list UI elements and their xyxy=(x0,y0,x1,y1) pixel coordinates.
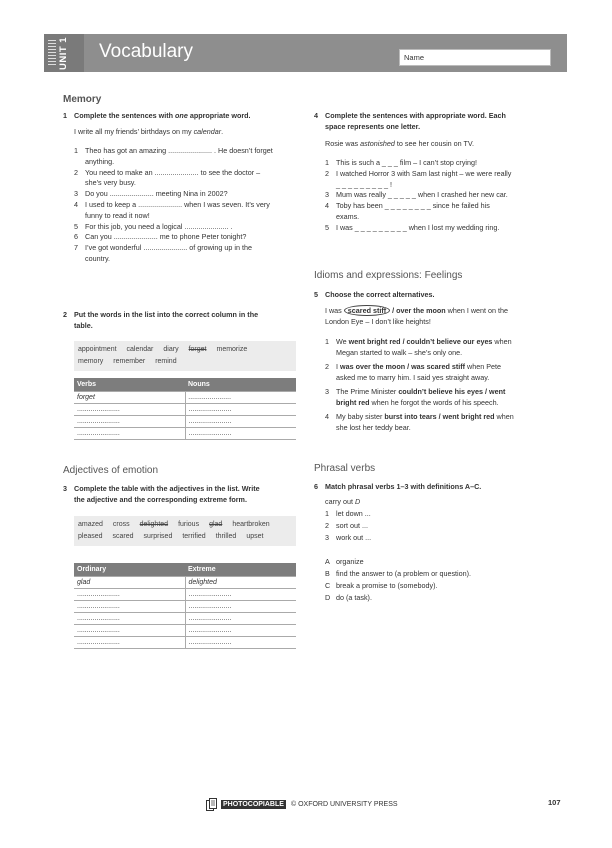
q5-item-number: 3 xyxy=(325,387,329,396)
q3-row xyxy=(74,624,296,636)
q5-item-pre: We xyxy=(336,337,349,346)
q6-definition-text: organize xyxy=(336,557,364,566)
q5-item-pre: The Prime Minister xyxy=(336,387,399,396)
q1-item-text xyxy=(85,222,232,233)
q1-item-text xyxy=(85,243,252,265)
q2-text: Put the words in the list into the correct column in the table. xyxy=(74,310,259,330)
q3-cell: ...................... xyxy=(74,624,185,636)
q4-item-line1: This is such a _ _ _ film – I can’t stop crying! xyxy=(336,158,478,167)
q5-text: Choose the correct alternatives. xyxy=(325,290,435,299)
q1-item-number: 4 xyxy=(74,200,78,209)
q3-cell: glad xyxy=(74,576,185,588)
q1-number: 1 xyxy=(63,111,67,120)
q3-row xyxy=(74,612,296,624)
q3-cell: ...................... xyxy=(74,600,185,612)
q1-item-line1: Theo has got an amazing ...................... . He doesn’t forget xyxy=(85,146,273,155)
q2-cell: ...................... xyxy=(74,427,185,439)
q3-row xyxy=(74,636,296,648)
word-list-item: calendar xyxy=(126,346,154,353)
word-list-item: appointment xyxy=(78,346,117,353)
q2-header: Nouns xyxy=(185,378,296,391)
q5-item-text xyxy=(336,412,514,434)
q1-item-line2: country. xyxy=(85,253,111,263)
q6-number: 6 xyxy=(314,482,318,491)
q4-item-number: 3 xyxy=(325,190,329,200)
q5-item-number: 4 xyxy=(325,412,329,421)
q1-item-text xyxy=(85,189,228,200)
q3-row xyxy=(74,576,296,588)
word-list-item: upset xyxy=(246,533,264,540)
q5-item-alternatives-2: bright red xyxy=(336,397,370,407)
memory-heading: Memory xyxy=(63,94,102,105)
q4-item-line1: I watched Horror 3 with Sam last night – we were really xyxy=(336,168,512,178)
word-list-item: remind xyxy=(155,358,177,365)
q4-item-line2: _ _ _ _ _ _ _ _ _ ! xyxy=(336,179,392,189)
q3-header: Extreme xyxy=(185,563,296,576)
q1-item-number: 7 xyxy=(74,243,78,253)
q4-item-number: 2 xyxy=(325,168,329,178)
word-list-item: surprised xyxy=(143,533,173,540)
q1-item-line1: Can you ...................... me to phone Peter tonight? xyxy=(85,232,247,242)
q5-example: I was scared stiff / over the moon when I went on the London Eye – I don’t like heights! xyxy=(325,306,508,326)
q3-cell: ...................... xyxy=(185,600,296,612)
q5-item-line2-post: when he forgot the words of his speech. xyxy=(369,397,499,407)
q5-item-line2: asked me to marry him. I said yes straight away. xyxy=(336,372,490,382)
q5-item-pre: I xyxy=(336,362,340,371)
word-list-item: glad xyxy=(209,521,223,528)
word-list-item: delighted xyxy=(139,521,169,528)
q5-item-post: when Pete xyxy=(465,362,501,371)
word-list-item: amazed xyxy=(78,521,103,528)
unit-label: UNIT 1 xyxy=(58,36,69,70)
q5-item-alternatives: burst into tears / went bright red xyxy=(384,412,495,421)
page-number: 107 xyxy=(548,798,561,807)
word-list-item: scared xyxy=(112,533,134,540)
q6-definition-text: find the answer to (a problem or question). xyxy=(336,569,472,578)
q2-row xyxy=(74,415,296,427)
q2-cell: ...................... xyxy=(185,403,296,415)
publisher-credit: © OXFORD UNIVERSITY PRESS xyxy=(291,801,398,808)
q4-item-text xyxy=(336,223,499,234)
q3-number: 3 xyxy=(63,484,67,493)
q1-item-line2: anything. xyxy=(85,156,115,166)
q2-cell: ...................... xyxy=(74,403,185,415)
q2-cell: ...................... xyxy=(74,415,185,427)
q5-item-text xyxy=(336,337,512,359)
q5-item-text xyxy=(336,362,501,384)
idioms-heading: Idioms and expressions: Feelings xyxy=(314,270,463,281)
q6-text: Match phrasal verbs 1–3 with definitions A–C. xyxy=(325,482,482,491)
q5-item-alternatives: went bright red / couldn’t believe our eyes xyxy=(348,337,493,346)
q2-table xyxy=(74,378,296,440)
q3-header: Ordinary xyxy=(74,563,185,576)
q4-item-line1: Mum was really _ _ _ _ _ when I crashed her new car. xyxy=(336,190,508,200)
q6-verb-text: let down ... xyxy=(336,509,371,518)
q1-item-text xyxy=(85,232,246,243)
q1-item-line1: I’ve got wonderful ...................... of growing up in the xyxy=(85,243,252,253)
q5-item-alternatives: couldn’t believe his eyes / went xyxy=(398,387,506,396)
q2-word-list xyxy=(74,341,296,371)
q1-item-number: 5 xyxy=(74,221,78,231)
q2-cell: forget xyxy=(74,391,185,403)
q4-item-number: 5 xyxy=(325,222,329,232)
q2-number: 2 xyxy=(63,310,67,319)
q3-cell: ...................... xyxy=(185,588,296,600)
q3-cell: delighted xyxy=(185,576,296,588)
q5-item-number: 1 xyxy=(325,337,329,346)
adjectives-heading: Adjectives of emotion xyxy=(63,465,159,476)
word-list-item: diary xyxy=(163,346,179,353)
word-list-item: thrilled xyxy=(215,533,237,540)
q6-definition-letter: C xyxy=(325,581,331,590)
circled-answer: scared stiff xyxy=(344,305,390,316)
q6-verb-number: 3 xyxy=(325,533,329,542)
q5-item-line2: she lost her teddy bear. xyxy=(336,422,411,432)
q5-item-post: when xyxy=(494,412,514,421)
word-list-item: terrified xyxy=(182,533,206,540)
q2-cell: ...................... xyxy=(185,415,296,427)
q4-item-text xyxy=(336,169,511,191)
word-list-item: cross xyxy=(112,521,130,528)
q3-cell: ...................... xyxy=(74,612,185,624)
q6-example: carry out D xyxy=(325,497,361,506)
q1-item-line2: funny to read it now! xyxy=(85,210,150,220)
q6-verb-text: work out ... xyxy=(336,533,372,542)
word-list-item: memory xyxy=(78,358,104,365)
page-title: Vocabulary xyxy=(99,41,194,62)
word-list-item: memorize xyxy=(216,346,248,353)
q1-item-line1: For this job, you need a logical ...................... . xyxy=(85,221,233,231)
q1-item-line1: I used to keep a ...................... when I was seven. It’s very xyxy=(85,200,270,209)
q5-number: 5 xyxy=(314,290,318,299)
word-list-item: remember xyxy=(113,358,146,365)
q2-header: Verbs xyxy=(74,378,185,391)
photocopy-icon xyxy=(206,798,217,811)
q1-item-line1: Do you ...................... meeting Nina in 2002? xyxy=(85,189,228,199)
word-list-item: forget xyxy=(188,346,207,353)
q4-example: Rosie was astonished to see her cousin on TV. xyxy=(325,139,475,148)
q3-cell: ...................... xyxy=(74,588,185,600)
q6-definition-letter: B xyxy=(325,569,330,578)
q4-item-line2: exams. xyxy=(336,211,360,221)
q4-item-text xyxy=(336,201,490,223)
q5-item-pre: My baby sister xyxy=(336,412,385,421)
q1-item-line1: You need to make an ...................... to see the doctor – xyxy=(85,167,261,177)
q4-item-text xyxy=(336,158,477,169)
q1-item-text xyxy=(85,168,260,190)
q1-item-text xyxy=(85,146,273,168)
word-list-item: pleased xyxy=(78,533,103,540)
q6-definition-letter: A xyxy=(325,557,330,566)
q1-item-number: 2 xyxy=(74,167,78,177)
q2-cell: ...................... xyxy=(185,427,296,439)
q1-item-number: 6 xyxy=(74,232,78,242)
q3-cell: ...................... xyxy=(185,612,296,624)
q1-text: Complete the sentences with one appropriate word. xyxy=(74,111,251,120)
q3-word-list xyxy=(74,516,296,546)
q5-item-line2: Megan started to walk – she’s only one. xyxy=(336,347,463,357)
name-field[interactable] xyxy=(399,49,551,66)
q6-verb-number: 2 xyxy=(325,521,329,530)
q4-number: 4 xyxy=(314,111,318,120)
photocopiable-badge: PHOTOCOPIABLE xyxy=(223,801,284,808)
q6-definition-letter: D xyxy=(325,593,331,602)
q4-item-number: 4 xyxy=(325,201,329,211)
q5-item-text xyxy=(336,387,505,409)
word-list-item: furious xyxy=(178,521,200,528)
q4-item-number: 1 xyxy=(325,158,329,167)
q3-text: Complete the table with the adjectives in the list. Write the adjective and the corresponding extreme form. xyxy=(74,484,260,504)
q1-item-number: 3 xyxy=(74,189,78,199)
q2-row xyxy=(74,391,296,403)
q1-example: I write all my friends’ birthdays on my calendar. xyxy=(74,127,224,136)
q2-cell: ...................... xyxy=(185,391,296,403)
unit-tab xyxy=(44,34,84,72)
q5-item-post: when xyxy=(492,337,512,346)
q5-item-alternatives: was over the moon / was scared stiff xyxy=(340,362,466,371)
stripe-decoration xyxy=(48,39,56,65)
q3-cell: ...................... xyxy=(74,636,185,648)
page-header xyxy=(44,34,567,72)
q2-row xyxy=(74,403,296,415)
q4-item-line1: Toby has been _ _ _ _ _ _ _ _ since he failed his xyxy=(336,201,490,211)
q1-item-text xyxy=(85,200,270,222)
name-label: Name xyxy=(404,53,425,62)
q3-cell: ...................... xyxy=(185,636,296,648)
q3-row xyxy=(74,600,296,612)
phrasal-heading: Phrasal verbs xyxy=(314,463,376,474)
q2-row xyxy=(74,427,296,439)
q6-verb-number: 1 xyxy=(325,509,329,518)
q6-definition-text: break a promise to (somebody). xyxy=(336,581,438,590)
q4-text: Complete the sentences with appropriate word. Each space represents one letter. xyxy=(325,111,506,131)
q3-row xyxy=(74,588,296,600)
q3-cell: ...................... xyxy=(185,624,296,636)
q1-item-line2: she’s very busy. xyxy=(85,178,136,188)
q5-item-number: 2 xyxy=(325,362,329,371)
word-list-item: heartbroken xyxy=(232,521,270,528)
q1-item-number: 1 xyxy=(74,146,78,155)
q3-table xyxy=(74,563,296,649)
q4-item-line1: I was _ _ _ _ _ _ _ _ _ when I lost my wedding ring. xyxy=(336,222,500,232)
q6-verb-text: sort out ... xyxy=(336,521,368,530)
q4-item-text xyxy=(336,190,508,201)
q6-definition-text: do (a task). xyxy=(336,593,372,602)
